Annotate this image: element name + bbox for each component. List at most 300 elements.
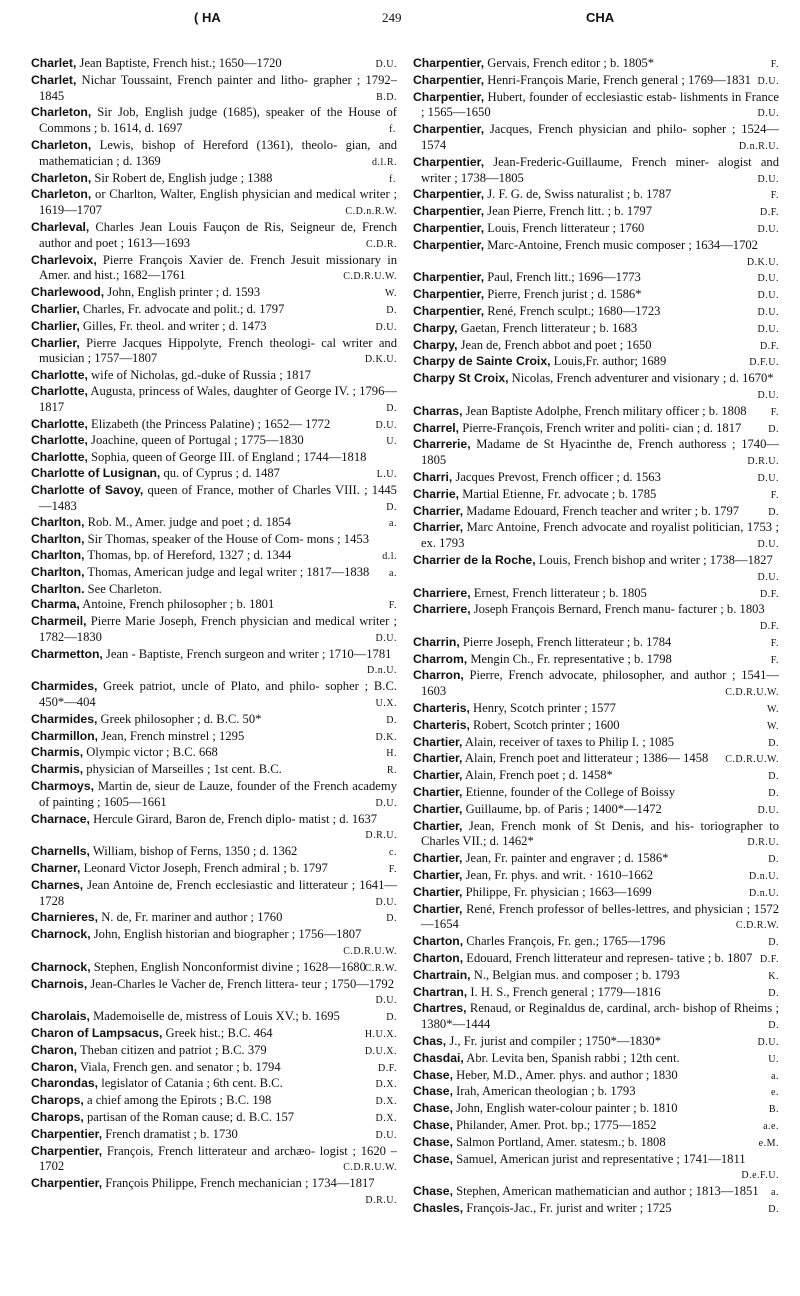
entry-headword: Chartier, bbox=[413, 901, 463, 916]
entry-description: Rob. M., Amer. judge and poet ; d. 1854 bbox=[84, 515, 291, 530]
entry-headword: Charon of Lampsacus, bbox=[31, 1026, 163, 1041]
dictionary-entry bbox=[413, 204, 779, 221]
entry-headword: Charmeil, bbox=[31, 614, 87, 629]
dictionary-entry bbox=[413, 668, 779, 701]
entry-headword: Chase, bbox=[413, 1101, 453, 1116]
entry-description: Philander, Amer. Prot. bp.; 1775—1852 bbox=[452, 1118, 657, 1132]
dictionary-entry bbox=[413, 951, 779, 968]
source-reference: C.D.R.U.W. bbox=[343, 1162, 397, 1174]
entry-description: J. F. G. de, Swiss naturalist ; b. 1787 bbox=[484, 187, 672, 202]
source-reference: D.U. bbox=[375, 321, 397, 333]
dictionary-entry bbox=[31, 450, 397, 466]
entry-headword: Charleton, bbox=[31, 137, 92, 152]
entry-headword: Charpentier, bbox=[31, 1143, 103, 1158]
dictionary-entry bbox=[413, 851, 779, 868]
entry-description: French dramatist ; b. 1730 bbox=[102, 1126, 238, 1141]
entry-headword: Chase, bbox=[413, 1084, 453, 1099]
dictionary-entry bbox=[31, 712, 397, 729]
entry-headword: Chartier, bbox=[413, 818, 463, 833]
dictionary-entry bbox=[413, 602, 779, 635]
entry-description: Joachine, queen of Portugal ; 1775—1830 bbox=[87, 433, 304, 448]
source-reference: D.U. bbox=[757, 472, 779, 484]
dictionary-entry bbox=[31, 745, 397, 762]
source-reference: D. bbox=[768, 1020, 779, 1032]
dictionary-entry bbox=[31, 1076, 397, 1093]
source-reference: e.M. bbox=[758, 1137, 779, 1149]
entry-headword: Charlton, bbox=[31, 564, 85, 579]
entry-description: Paul, French litt.; 1696—1773 bbox=[484, 270, 641, 285]
entry-description: Jean Baptiste, French hist.; 1650—1720 bbox=[76, 56, 282, 70]
source-reference: U.X. bbox=[375, 698, 397, 710]
entry-headword: Charlet, bbox=[31, 56, 77, 70]
entry-headword: Charnock, bbox=[31, 927, 91, 942]
source-reference: D.R.U. bbox=[747, 456, 779, 468]
entry-headword: Charlewood, bbox=[31, 285, 105, 300]
source-reference: D. bbox=[386, 714, 397, 726]
source-reference: D. bbox=[386, 304, 397, 316]
entry-headword: Charnock, bbox=[31, 959, 91, 974]
entry-description: I. H. S., French general ; 1779—1816 bbox=[467, 984, 661, 999]
dictionary-entry bbox=[413, 1034, 779, 1051]
source-reference: D.U. bbox=[757, 223, 779, 235]
entry-headword: Charlton, bbox=[31, 547, 85, 562]
source-reference: D.U. bbox=[757, 173, 779, 185]
entry-description: Irah, American theologian ; b. 1793 bbox=[452, 1084, 636, 1099]
entry-description: Madame Edouard, French teacher and writer ; b. 1797 bbox=[463, 503, 740, 518]
entry-headword: Charnieres, bbox=[31, 910, 99, 925]
entry-description: René, French sculpt.; 1680—1723 bbox=[484, 303, 661, 318]
entry-description: Thomas, bp. of Hereford, 1327 ; d. 1344 bbox=[84, 547, 292, 562]
dictionary-entry bbox=[31, 483, 397, 516]
source-reference: D.F. bbox=[760, 588, 779, 600]
source-reference: D.n.U. bbox=[749, 887, 779, 899]
entry-headword: Charpentier, bbox=[413, 237, 485, 252]
source-reference: F. bbox=[770, 637, 779, 649]
header-left-guide: ( HA bbox=[194, 10, 221, 25]
source-reference: D. bbox=[768, 854, 779, 866]
entry-headword: Charpy de Sainte Croix, bbox=[413, 354, 551, 369]
dictionary-entry bbox=[31, 1110, 397, 1127]
entry-description: Stephen, American mathematician and author ; 1813—1851 bbox=[452, 1184, 759, 1199]
entry-headword: Chartier, bbox=[413, 884, 463, 899]
source-reference: d.l.R. bbox=[372, 156, 397, 168]
entry-headword: Charolais, bbox=[31, 1009, 90, 1024]
entry-description: Sophia, queen of George III. of England ; 1744—1818 bbox=[87, 450, 367, 465]
dictionary-entry bbox=[31, 548, 397, 565]
dictionary-entry bbox=[413, 238, 779, 271]
dictionary-entry bbox=[31, 582, 397, 598]
dictionary-entry bbox=[413, 553, 779, 586]
entry-headword: Charpy, bbox=[413, 320, 458, 335]
source-reference: D.U. bbox=[375, 797, 397, 809]
dictionary-entry bbox=[31, 927, 397, 960]
entry-description: Jean, French monk of St Denis, and his- toriographer to Charles VII.; d. 1462* bbox=[421, 818, 779, 849]
entry-headword: Charrier de la Roche, bbox=[413, 552, 536, 567]
entry-description: Jean, Fr. phys. and writ. · 1610–1662 bbox=[462, 868, 654, 883]
dictionary-entry bbox=[413, 321, 779, 338]
source-reference: D.F. bbox=[760, 621, 779, 633]
source-reference: D.R.U. bbox=[747, 837, 779, 849]
dictionary-entry bbox=[31, 105, 397, 138]
entry-description: Jean, Fr. painter and engraver ; d. 1586* bbox=[462, 851, 669, 866]
dictionary-entry bbox=[413, 287, 779, 304]
dictionary-entry bbox=[31, 647, 397, 680]
entry-headword: Charlier, bbox=[31, 335, 80, 350]
source-reference: D.n.U. bbox=[367, 665, 397, 677]
entry-headword: Charlotte of Savoy, bbox=[31, 482, 144, 497]
entry-headword: Charpentier, bbox=[31, 1176, 103, 1191]
entry-headword: Charpentier, bbox=[413, 303, 485, 318]
entry-description: Greek hist.; B.C. 464 bbox=[162, 1026, 273, 1041]
dictionary-entry bbox=[413, 404, 779, 421]
entry-description: Nicolas, French adventurer and visionary ; d. 1670* bbox=[508, 371, 774, 386]
entry-headword: Chartran, bbox=[413, 984, 468, 999]
source-reference: D.U. bbox=[757, 306, 779, 318]
entry-description: John, English printer ; d. 1593 bbox=[104, 285, 261, 300]
entry-description: Augusta, princess of Wales, daughter of George IV. ; 1796—1817 bbox=[39, 383, 397, 414]
entry-description: Guillaume, bp. of Paris ; 1400*—1472 bbox=[462, 801, 662, 816]
header-right-guide: CHA bbox=[586, 10, 615, 25]
dictionary-entry bbox=[413, 470, 779, 487]
entry-headword: Charpentier, bbox=[413, 270, 485, 285]
entry-headword: Charrel, bbox=[413, 420, 460, 435]
entry-description: N. de, Fr. mariner and author ; 1760 bbox=[98, 910, 283, 925]
entry-description: Madame de St Hyacinthe de, French authoress ; 1740—1805 bbox=[421, 437, 779, 468]
dictionary-entry bbox=[31, 1043, 397, 1060]
entry-description: N., Belgian mus. and composer ; b. 1793 bbox=[470, 967, 680, 982]
entry-headword: Chase, bbox=[413, 1134, 453, 1149]
dictionary-entry bbox=[31, 1009, 397, 1026]
entry-headword: Charrie, bbox=[413, 486, 460, 501]
entry-description: Philippe, Fr. physician ; 1663—1699 bbox=[462, 884, 652, 899]
left-column bbox=[31, 56, 397, 1209]
dictionary-entry bbox=[31, 336, 397, 369]
entry-description: Alain, French poet and litterateur ; 1386— 1458 bbox=[462, 751, 709, 766]
entry-headword: Charondas, bbox=[31, 1076, 99, 1091]
entry-headword: Charpentier, bbox=[413, 204, 485, 219]
source-reference: D. bbox=[386, 913, 397, 925]
source-reference: D. bbox=[386, 1012, 397, 1024]
dictionary-entry bbox=[413, 802, 779, 819]
source-reference: W. bbox=[766, 704, 779, 716]
source-reference: F. bbox=[770, 190, 779, 202]
entry-headword: Charnes, bbox=[31, 877, 84, 892]
entry-headword: Chase, bbox=[413, 1067, 453, 1082]
dictionary-entry bbox=[31, 729, 397, 746]
entry-headword: Charpentier, bbox=[413, 56, 485, 70]
dictionary-entry bbox=[413, 155, 779, 188]
entry-description: Renaud, or Reginaldus de, cardinal, arch- bishop of Rheims ; 1380*—1444 bbox=[421, 1001, 779, 1032]
entry-description: Henry, Scotch printer ; 1577 bbox=[469, 701, 616, 716]
dictionary-entry bbox=[413, 354, 779, 371]
entry-description: Pierre, French jurist ; d. 1586* bbox=[484, 287, 642, 302]
entry-description: Pierre, French advocate, philosopher, and author ; 1541—1603 bbox=[421, 668, 779, 699]
dictionary-entry bbox=[31, 171, 397, 188]
source-reference: D.U. bbox=[757, 571, 779, 583]
page-header bbox=[0, 10, 800, 32]
entry-headword: Charleton, bbox=[31, 105, 92, 120]
dictionary-entry bbox=[31, 1093, 397, 1110]
dictionary-entry bbox=[31, 1026, 397, 1043]
dictionary-entry bbox=[31, 515, 397, 532]
entry-headword: Charteris, bbox=[413, 717, 470, 732]
entry-description: Viala, French gen. and senator ; b. 1794 bbox=[77, 1059, 281, 1074]
dictionary-entry bbox=[31, 779, 397, 812]
source-reference: C.R.W. bbox=[364, 962, 397, 974]
entry-headword: Charriere, bbox=[413, 585, 471, 600]
dictionary-entry bbox=[413, 90, 779, 123]
dictionary-entry bbox=[31, 977, 397, 1010]
source-reference: U. bbox=[386, 436, 397, 448]
entry-description: Edouard, French litterateur and represen- tative ; b. 1807 bbox=[463, 951, 753, 966]
entry-headword: Charlton, bbox=[31, 515, 85, 530]
dictionary-entry bbox=[31, 220, 397, 253]
entry-description: Stephen, English Nonconformist divine ; 1628—1680 bbox=[90, 959, 366, 974]
source-reference: D.F. bbox=[760, 207, 779, 219]
entry-description: Jacques Prevost, French officer ; d. 1563 bbox=[452, 469, 661, 484]
source-reference: D.X. bbox=[375, 1096, 397, 1108]
dictionary-entry bbox=[413, 768, 779, 785]
entry-description: Joseph François Bernard, French manu- facturer ; b. 1803 bbox=[470, 602, 765, 617]
source-reference: D.U. bbox=[375, 896, 397, 908]
dictionary-entry bbox=[31, 565, 397, 582]
source-reference: D.U. bbox=[757, 75, 779, 87]
entry-description: Louis,Fr. author; 1689 bbox=[550, 354, 667, 369]
source-reference: F. bbox=[770, 59, 779, 70]
source-reference: D. bbox=[768, 1203, 779, 1215]
source-reference: a. bbox=[389, 518, 397, 530]
dictionary-entry bbox=[31, 302, 397, 319]
source-reference: D. bbox=[386, 501, 397, 513]
entry-description: Robert, Scotch printer ; 1600 bbox=[469, 717, 620, 732]
entry-headword: Charpentier, bbox=[413, 154, 485, 169]
entry-description: Salmon Portland, Amer. statesm.; b. 1808 bbox=[452, 1134, 666, 1149]
entry-description: Jacques, French physician and philo- sopher ; 1524—1574 bbox=[421, 122, 779, 152]
source-reference: c. bbox=[389, 847, 397, 859]
entry-headword: Charmides, bbox=[31, 679, 98, 694]
dictionary-entry bbox=[413, 187, 779, 204]
entry-headword: Chartier, bbox=[413, 751, 463, 766]
entry-headword: Charlotte of Lusignan, bbox=[31, 465, 161, 480]
entry-headword: Charpentier, bbox=[413, 287, 485, 302]
source-reference: L.U. bbox=[376, 468, 397, 480]
source-reference: F. bbox=[770, 406, 779, 418]
dictionary-entry bbox=[413, 1118, 779, 1135]
entry-headword: Chartres, bbox=[413, 1001, 467, 1016]
source-reference: D. bbox=[768, 737, 779, 749]
source-reference: D. bbox=[768, 788, 779, 800]
source-reference: F. bbox=[388, 600, 397, 612]
source-reference: H. bbox=[386, 748, 397, 760]
entry-description: wife of Nicholas, gd.-duke of Russia ; 1817 bbox=[87, 368, 312, 383]
dictionary-entry bbox=[413, 1152, 779, 1185]
dictionary-entry bbox=[31, 861, 397, 878]
entry-headword: Charleton, bbox=[31, 170, 92, 185]
entry-headword: Charlier, bbox=[31, 301, 80, 316]
entry-headword: Charpentier, bbox=[413, 72, 485, 87]
dictionary-entry bbox=[413, 985, 779, 1002]
page-number: 249 bbox=[382, 10, 402, 25]
dictionary-entry bbox=[31, 532, 397, 548]
entry-headword: Charon, bbox=[31, 1059, 78, 1074]
dictionary-entry bbox=[413, 421, 779, 438]
entry-description: Elizabeth (the Princess Palatine) ; 1652— 1772 bbox=[87, 416, 331, 431]
dictionary-entry bbox=[413, 652, 779, 669]
entry-description: John, English historian and biographer ; 1756—1807 bbox=[90, 927, 362, 942]
entry-headword: Charnois, bbox=[31, 976, 88, 991]
source-reference: F. bbox=[388, 864, 397, 876]
entry-headword: Charlotte, bbox=[31, 416, 88, 431]
dictionary-entry bbox=[413, 1051, 779, 1068]
entry-headword: Charteris, bbox=[413, 701, 470, 716]
dictionary-entry bbox=[413, 304, 779, 321]
source-reference: F. bbox=[770, 654, 779, 666]
source-reference: D.U. bbox=[757, 290, 779, 302]
entry-headword: Charriere, bbox=[413, 602, 471, 617]
entry-headword: Chartier, bbox=[413, 768, 463, 783]
source-reference: D.U. bbox=[375, 995, 397, 1007]
dictionary-entry bbox=[413, 902, 779, 935]
source-reference: C.D.R. bbox=[365, 238, 397, 250]
dictionary-entry bbox=[413, 504, 779, 521]
dictionary-entry bbox=[413, 1201, 779, 1218]
source-reference: D.n.U. bbox=[749, 871, 779, 883]
entry-description: Alain, receiver of taxes to Philip I. ; 1085 bbox=[462, 734, 675, 749]
dictionary-entry bbox=[31, 73, 397, 106]
dictionary-entry bbox=[413, 735, 779, 752]
dictionary-entry bbox=[413, 520, 779, 553]
dictionary-entry bbox=[31, 138, 397, 171]
source-reference: D.U. bbox=[375, 1129, 397, 1141]
entry-description: Thomas, American judge and legal writer ; 1817—1838 bbox=[84, 564, 370, 579]
entry-description: Leonard Victor Joseph, French admiral ; b. 1797 bbox=[80, 861, 328, 876]
entry-headword: Charmoys, bbox=[31, 779, 94, 794]
source-reference: D.R.U. bbox=[365, 830, 397, 842]
entry-description: Greek philosopher ; d. B.C. 50* bbox=[97, 711, 262, 726]
entry-description: Charles, Fr. advocate and polit.; d. 1797 bbox=[79, 301, 285, 316]
entry-headword: Charlet, bbox=[31, 72, 77, 87]
entry-description: Marc-Antoine, French music composer ; 1634—1702 bbox=[484, 237, 758, 252]
right-column bbox=[413, 56, 779, 1218]
source-reference: D. bbox=[768, 423, 779, 435]
entry-description: J., Fr. jurist and compiler ; 1750*—1830* bbox=[446, 1034, 661, 1049]
entry-description: Mengin Ch., Fr. representative ; b. 1798 bbox=[467, 651, 672, 666]
source-reference: a. bbox=[771, 1070, 779, 1082]
source-reference: C.D.R.U.W. bbox=[343, 271, 397, 283]
entry-headword: Charmides, bbox=[31, 711, 98, 726]
source-reference: D. bbox=[768, 506, 779, 518]
entry-headword: Charner, bbox=[31, 861, 81, 876]
source-reference: D.U. bbox=[757, 323, 779, 335]
entry-description: partisan of the Roman cause; d. B.C. 157 bbox=[83, 1110, 295, 1124]
entry-description: Pierre François Xavier de. French Jesuit missionary in Amer. and hist.; 1682—1761 bbox=[39, 252, 397, 283]
dictionary-entry bbox=[413, 122, 779, 155]
entry-description: Pierre Marie Joseph, French physician and medical writer ; 1782—1830 bbox=[39, 614, 397, 644]
dictionary-entry bbox=[413, 934, 779, 951]
entry-headword: Chartier, bbox=[413, 868, 463, 883]
entry-description: Martial Etienne, Fr. advocate ; b. 1785 bbox=[459, 486, 657, 501]
entry-description: Hubert, founder of ecclesiastic estab- lishments in France ; 1565—1650 bbox=[421, 89, 779, 120]
entry-description: Jean Pierre, French litt. ; b. 1797 bbox=[484, 204, 653, 219]
entry-headword: Charron, bbox=[413, 668, 464, 683]
entry-description: Olympic victor ; B.C. 668 bbox=[83, 745, 218, 760]
source-reference: R. bbox=[386, 765, 397, 777]
entry-description: Jean-Frederic-Guillaume, French miner- alogist and writer ; 1738—1805 bbox=[421, 154, 779, 185]
entry-description: Jean - Baptiste, French surgeon and writer ; 1710—1781 bbox=[102, 646, 392, 661]
dictionary-entry bbox=[413, 270, 779, 287]
dictionary-entry bbox=[31, 597, 397, 614]
entry-description: Jean-Charles le Vacher de, French littera- teur ; 1750—1792 bbox=[87, 976, 395, 991]
dictionary-entry bbox=[413, 73, 779, 90]
dictionary-entry bbox=[413, 338, 779, 355]
entry-headword: Chartrain, bbox=[413, 967, 471, 982]
source-reference: U. bbox=[768, 1053, 779, 1065]
entry-headword: Charon, bbox=[31, 1042, 78, 1057]
source-reference: d.l. bbox=[382, 550, 397, 562]
dictionary-entry bbox=[31, 319, 397, 336]
entry-description: François, French litterateur and archæo- logist ; 1620 –1702 bbox=[39, 1143, 397, 1174]
entry-headword: Charmillon, bbox=[31, 728, 99, 743]
dictionary-entry bbox=[31, 466, 397, 483]
entry-headword: Charpentier, bbox=[31, 1126, 103, 1141]
source-reference: a. bbox=[771, 1187, 779, 1199]
entry-headword: Charpentier, bbox=[413, 122, 485, 137]
dictionary-entry bbox=[31, 1144, 397, 1177]
entry-headword: Charleval, bbox=[31, 219, 90, 234]
source-reference: D.R.U. bbox=[365, 1194, 397, 1206]
entry-description: Pierre Jacques Hippolyte, French theologi- cal writer and musician ; 1757—1807 bbox=[39, 335, 397, 366]
source-reference: D.X. bbox=[375, 1079, 397, 1091]
entry-description: René, French professor of belles-lettres, and physician ; 1572—1654 bbox=[421, 901, 779, 932]
entry-description: Lewis, bishop of Hereford (1361), theolo- gian, and mathematician ; d. 1369 bbox=[39, 137, 397, 168]
entry-description: Charles Jean Louis Fauçon de Ris, Seigneur de, French author and poet ; 1613—1693 bbox=[39, 219, 397, 250]
source-reference: C.D.n.R.W. bbox=[345, 206, 397, 218]
dictionary-entry bbox=[31, 878, 397, 911]
dictionary-entry bbox=[31, 433, 397, 450]
entry-description: Louis, French litterateur ; 1760 bbox=[484, 220, 645, 235]
dictionary-entry bbox=[413, 371, 779, 404]
source-reference: D.U. bbox=[757, 804, 779, 816]
entry-headword: Charrin, bbox=[413, 634, 460, 649]
entry-description: a chief among the Epirots ; B.C. 198 bbox=[83, 1093, 272, 1108]
entry-description: Ernest, French litterateur ; b. 1805 bbox=[470, 585, 647, 600]
source-reference: D.F. bbox=[760, 954, 779, 966]
source-reference: D.X. bbox=[375, 1113, 397, 1124]
source-reference: a. bbox=[389, 567, 397, 579]
entry-headword: Chase, bbox=[413, 1184, 453, 1199]
dictionary-entry bbox=[31, 253, 397, 286]
dictionary-entry bbox=[31, 614, 397, 647]
entry-description: Sir Job, English judge (1685), speaker of the House of Commons ; b. 1614, d. 1697 bbox=[39, 105, 397, 136]
source-reference: D.U. bbox=[757, 273, 779, 285]
entry-description: Antoine, French philosopher ; b. 1801 bbox=[79, 597, 275, 612]
entry-description: Greek patriot, uncle of Plato, and philo- sopher ; B.C. 450*—404 bbox=[39, 679, 397, 710]
entry-headword: Chartier, bbox=[413, 734, 463, 749]
entry-description: Pierre-François, French writer and politi- cian ; d. 1817 bbox=[459, 420, 742, 435]
source-reference: D.U.X. bbox=[364, 1045, 397, 1057]
entry-description: Sir Robert de, English judge ; 1388 bbox=[91, 170, 273, 185]
entry-headword: Charpentier, bbox=[413, 220, 485, 235]
entry-headword: Charnells, bbox=[31, 844, 90, 859]
dictionary-entry bbox=[31, 1176, 397, 1209]
entry-description: John, English water-colour painter ; b. 1810 bbox=[452, 1101, 678, 1116]
entry-description: Hercule Girard, Baron de, French diplo- matist ; d. 1637 bbox=[89, 811, 378, 826]
entry-description: Martin de, sieur de Lauze, founder of the French academy of painting ; 1605—1661 bbox=[39, 779, 397, 809]
dictionary-entry bbox=[413, 1068, 779, 1085]
source-reference: D.n.R.U. bbox=[738, 140, 779, 152]
entry-headword: Charras, bbox=[413, 403, 463, 418]
entry-headword: Chase, bbox=[413, 1118, 453, 1132]
